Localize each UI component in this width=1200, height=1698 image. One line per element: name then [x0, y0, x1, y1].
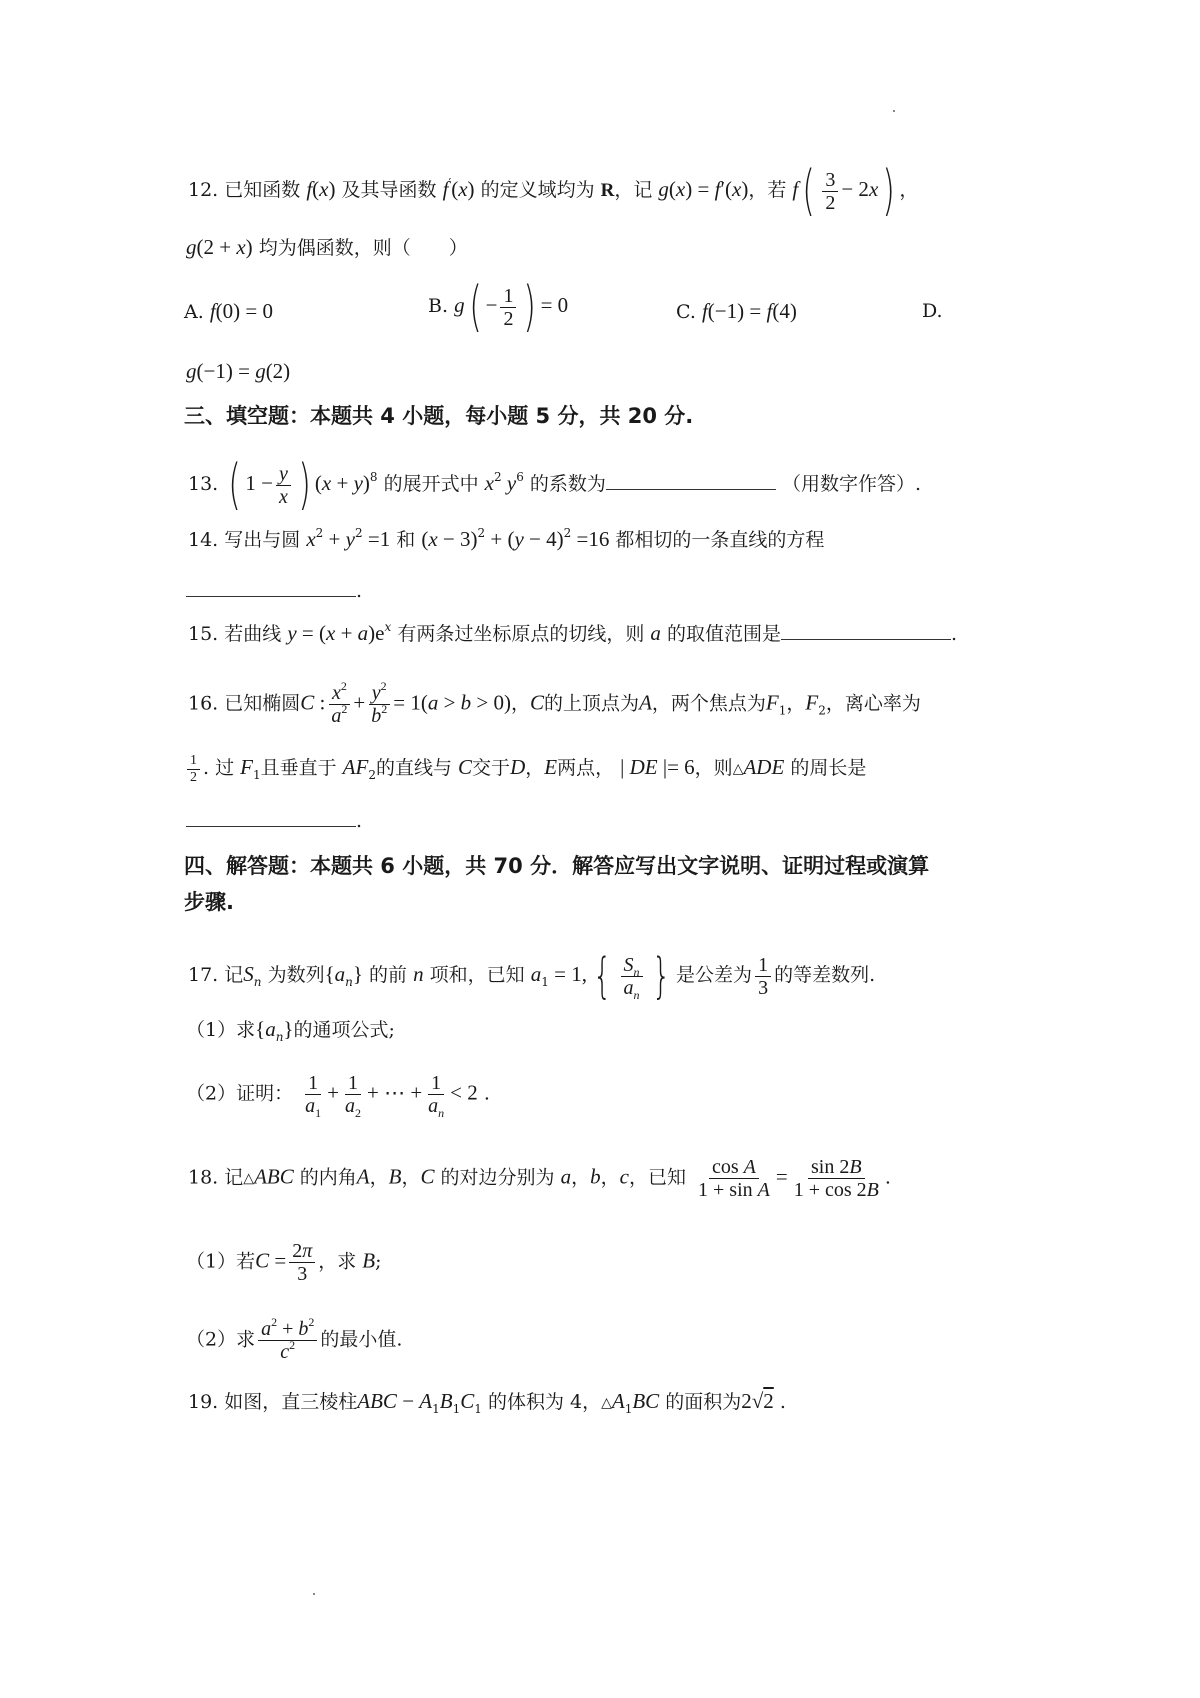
- math: = 0: [540, 293, 569, 317]
- q12-option-d-content: [186, 356, 290, 387]
- math: B: [439, 1389, 453, 1413]
- q15-text: 若曲线: [224, 623, 282, 645]
- math: a: [650, 621, 661, 645]
- math: f: [209, 299, 216, 323]
- q18-text: .: [884, 1166, 891, 1189]
- math: (2): [265, 359, 291, 383]
- math: =: [269, 1248, 287, 1273]
- math: y: [345, 527, 355, 551]
- q14-text: 都相切的一条直线的方程: [615, 529, 825, 551]
- q13-text: 的展开式中: [383, 473, 479, 495]
- q16-text: 两点，: [557, 757, 615, 779]
- q17-text: 记: [224, 964, 244, 986]
- q17-text: （2）证明：: [186, 1082, 294, 1105]
- q16-text: ，离心率为: [825, 692, 921, 715]
- math: ): [882, 159, 896, 222]
- q16-text: ，两个焦点为: [651, 692, 766, 715]
- math: −: [396, 1389, 420, 1413]
- math: E: [544, 755, 558, 779]
- math: (: [802, 159, 816, 222]
- q12-line1: 12. 已知函数 f(x) 及其导函数 f′(x) 的定义域均为 R，记 g(x) = f′(x)，若 f( $\frac{3}{2}$ − 2x) ，: [188, 159, 919, 222]
- math: 1 −: [245, 471, 273, 495]
- math: {: [324, 962, 335, 986]
- math: ): [362, 471, 370, 495]
- q16-text: 且垂直于: [260, 757, 337, 779]
- q17-text: 为数列: [267, 964, 325, 986]
- math: ): [523, 275, 537, 338]
- q12-text: R: [600, 180, 615, 201]
- math: AF: [342, 755, 369, 779]
- q12-option-d: [922, 296, 943, 326]
- math: y: [501, 471, 517, 495]
- q15-number: 15.: [188, 623, 219, 645]
- q18-text: ，: [401, 1166, 421, 1189]
- q18-text: 的内角: [299, 1166, 357, 1189]
- q14-line1: 14. 写出与圆 $x^2 + y^2 =1$ 和 $(x - 3)^2 + (y - 4)^2 =16$ 都相切的一条直线的方程: [188, 526, 825, 551]
- q16-line3: [186, 806, 362, 836]
- fraction: $\frac{y^2}{b^2}$: [368, 682, 390, 727]
- math: g: [186, 235, 197, 259]
- math: )e: [368, 621, 385, 645]
- option-label: B.: [428, 295, 449, 317]
- math: B: [362, 1248, 376, 1273]
- q16-text: ，则: [694, 757, 733, 779]
- q16-line1: 16. 已知椭圆C : $\frac{x^2}{a^2}$ + $\frac{y^2}{b^2}$ = 1(a > b > 0)，C的上顶点为A，两个焦点为$F_1$，$F_2$，离心率为: [188, 679, 921, 727]
- math: C: [458, 755, 473, 779]
- q18-text: （2）求: [186, 1328, 256, 1351]
- q17-part1: （1）求$\{a_n\}$的通项公式;: [186, 1017, 395, 1044]
- math: c: [619, 1164, 629, 1189]
- math: < 2: [450, 1080, 478, 1105]
- math: f: [306, 177, 313, 201]
- math: ): [298, 453, 311, 516]
- q13-number: 13.: [188, 473, 219, 495]
- q14-text: 和: [396, 529, 416, 551]
- math: = 1,: [548, 962, 587, 986]
- q16-text: . 过: [203, 757, 235, 779]
- math: x: [484, 471, 494, 495]
- q14-line2: [186, 576, 362, 606]
- math: |= 6: [657, 755, 695, 779]
- math: (: [228, 453, 242, 516]
- q12-text: 已知函数: [224, 179, 301, 201]
- q16-number: 16.: [188, 692, 219, 715]
- math: (4): [772, 299, 797, 323]
- math: ): [245, 235, 253, 259]
- math: C: [460, 1389, 475, 1413]
- q12-text: 均为偶函数，则（ ）: [258, 237, 468, 259]
- math: g: [658, 177, 669, 201]
- math: x: [732, 177, 742, 201]
- math: }: [651, 948, 670, 1004]
- math: F: [805, 690, 819, 715]
- math: y: [514, 527, 524, 551]
- q12-option-a: [184, 296, 273, 327]
- fraction: $\frac{1}{a_2}$: [344, 1072, 361, 1120]
- q12-text: ，记: [614, 179, 653, 201]
- math: + ⋯ +: [366, 1080, 423, 1105]
- math: D: [510, 755, 526, 779]
- math: x: [868, 177, 879, 201]
- math: x: [458, 177, 468, 201]
- fraction: $\frac{1}{a_n}$: [428, 1072, 445, 1120]
- q13-line: 13. ( 1 − $\frac{y}{x}$ ) $(x + y)^8$ 的展开式中 $x^2$ $y^6$ 的系数为 （用数字作答）.: [188, 453, 921, 516]
- math: (: [451, 177, 459, 201]
- math: ): [328, 177, 336, 201]
- q17-text: 的等差数列.: [774, 964, 876, 986]
- q15-text: 的取值范围是: [666, 623, 781, 645]
- scan-speck: [893, 110, 895, 112]
- answer-blank[interactable]: [781, 638, 951, 640]
- math: x: [428, 527, 438, 551]
- q18-line: [188, 1156, 891, 1201]
- math: ): [741, 177, 749, 201]
- math: f: [792, 177, 799, 201]
- math: a: [530, 962, 542, 986]
- q19-text: 如图，直三棱柱: [224, 1391, 358, 1413]
- math: {: [593, 948, 612, 1004]
- math: A: [639, 690, 652, 715]
- q18-text: ，求: [318, 1250, 357, 1273]
- q16-text: .: [356, 810, 363, 832]
- math: a: [357, 621, 369, 645]
- q18-part1: [186, 1240, 382, 1285]
- math: }: [352, 962, 363, 986]
- math: BC: [632, 1389, 660, 1413]
- math: (: [668, 177, 676, 201]
- q17-line: 17. 记$S_n$ 为数列$\{a_n\}$ 的前 n 项和，已知 $a_1 = 1$, { $\frac{S_n}{a_n}$ } 是公差为 $\frac{1}{3}$ 的等差数列.: [188, 948, 876, 1004]
- answer-blank[interactable]: [186, 825, 356, 827]
- math: x: [236, 235, 246, 259]
- math: ) =: [685, 177, 715, 201]
- q13-text: 的系数为: [529, 473, 606, 495]
- q17-part2: [186, 1072, 490, 1120]
- math: B: [388, 1164, 402, 1189]
- math: C: [300, 690, 315, 715]
- q14-text: .: [356, 580, 363, 602]
- math: (: [314, 471, 322, 495]
- answer-blank[interactable]: [186, 595, 356, 597]
- q12-option-c: [676, 296, 797, 327]
- q18-part2: [186, 1315, 403, 1363]
- math: ABC: [357, 1389, 397, 1413]
- q12-line2: [186, 232, 468, 263]
- q16-text: ，: [786, 692, 806, 715]
- fraction: $\frac{S_n}{a_n}$: [621, 954, 643, 999]
- fraction: $\frac{2\pi}{3}$: [289, 1240, 315, 1285]
- option-label: A.: [184, 301, 204, 323]
- q18-text: ，: [600, 1166, 620, 1189]
- q16-text: 的周长是: [790, 757, 867, 779]
- math: − 4): [523, 527, 564, 551]
- q16-text: 的直线与: [375, 757, 452, 779]
- q17-text: （1）求: [186, 1019, 256, 1041]
- q18-text: （1）若: [186, 1250, 256, 1273]
- math: =16: [571, 527, 610, 551]
- math: b: [460, 690, 472, 715]
- q16-text: 交于: [472, 757, 511, 779]
- math: (: [312, 177, 320, 201]
- math: (: [421, 527, 429, 551]
- q18-text: ，: [571, 1166, 591, 1189]
- q16-text: 的上顶点为: [544, 692, 640, 715]
- math: A: [611, 1389, 625, 1413]
- math: =1: [362, 527, 391, 551]
- q12-number: 12.: [188, 179, 219, 201]
- math: =: [775, 1164, 788, 1189]
- math: (2 +: [196, 235, 237, 259]
- q15-text: .: [950, 623, 957, 645]
- q19-text: .: [779, 1391, 786, 1413]
- math: A: [356, 1164, 370, 1189]
- math: a: [427, 690, 439, 715]
- q16-text: ，: [511, 692, 531, 715]
- math: DE: [629, 755, 658, 779]
- math: A: [419, 1389, 433, 1413]
- q18-text: 的最小值.: [320, 1328, 403, 1351]
- math: |: [620, 755, 630, 779]
- math: (: [468, 275, 482, 338]
- math: +: [323, 527, 346, 551]
- math: C: [420, 1164, 435, 1189]
- math: 2√2: [741, 1389, 774, 1413]
- fraction: $\frac{3}{2}$: [822, 169, 838, 214]
- math: y: [353, 471, 363, 495]
- fraction: $\frac{\sin 2B}{1 + \cos 2B}$: [793, 1156, 879, 1201]
- math: F: [240, 755, 253, 779]
- math: + (: [485, 527, 515, 551]
- math: f: [714, 177, 721, 201]
- math: }: [283, 1017, 294, 1041]
- math: S: [243, 962, 254, 986]
- math: +: [335, 621, 358, 645]
- fraction: $\frac{\text{cos A}}{\text{1 + sin A}}$: [698, 1156, 770, 1201]
- math: g: [454, 293, 465, 317]
- triangle-icon: △: [732, 761, 744, 777]
- math: x: [675, 177, 686, 201]
- fraction: $\frac{a^2 + b^2}{c^2}$: [258, 1318, 317, 1363]
- q19-text: 的面积为: [665, 1391, 742, 1413]
- math: − 3): [437, 527, 478, 551]
- math: F: [765, 690, 779, 715]
- q17-text: .: [483, 1082, 490, 1105]
- math: y: [287, 621, 297, 645]
- math: C: [530, 690, 545, 715]
- math: (−1) =: [707, 299, 767, 323]
- fraction: $\frac{y}{x}$: [276, 463, 291, 508]
- q14-number: 14.: [188, 529, 219, 551]
- math: x: [306, 527, 316, 551]
- fraction: $\frac{1}{a_1}$: [305, 1072, 322, 1120]
- math: f: [701, 299, 708, 323]
- math: n: [413, 962, 424, 986]
- triangle-icon: △: [601, 1395, 612, 1411]
- q16-line2: $\frac{1}{2}$ . 过 $F_1$且垂直于 $AF_2$的直线与 C交于D，E两点， | DE |= 6，则△ADE 的周长是: [184, 752, 866, 786]
- triangle-icon: △: [243, 1170, 255, 1187]
- math: = (: [296, 621, 326, 645]
- q19-line: 19. 如图，直三棱柱ABC − $A_1B_1C_1$ 的体积为 4，$\triangle A_1BC$ 的面积为2√2 .: [188, 1389, 786, 1416]
- section4-heading-line2: 步骤.: [184, 890, 234, 914]
- math: ′(: [720, 177, 733, 201]
- q18-text: 的对边分别为: [440, 1166, 555, 1189]
- q12-text: ，若: [748, 179, 787, 201]
- math: +: [353, 690, 366, 715]
- math: (0) = 0: [215, 299, 273, 323]
- math: a: [265, 1017, 276, 1041]
- q14-text: 写出与圆: [224, 529, 301, 551]
- section3-heading: 三、填空题：本题共 4 小题，每小题 5 分，共 20 分.: [184, 404, 694, 428]
- math: x: [319, 177, 329, 201]
- math: C: [255, 1248, 270, 1273]
- math: a: [560, 1164, 572, 1189]
- q17-text: 项和，已知: [429, 964, 525, 986]
- q16-text: ，: [525, 757, 545, 779]
- math: b: [590, 1164, 601, 1189]
- math: f: [766, 299, 773, 323]
- math: = 1(: [393, 690, 428, 715]
- section4-heading-line1: 四、解答题：本题共 6 小题，共 70 分．解答应写出文字说明、证明过程或演算: [184, 854, 930, 878]
- math: g: [186, 359, 197, 383]
- q18-text: 记: [224, 1166, 244, 1189]
- q17-text: 的前: [369, 964, 408, 986]
- math: >: [438, 690, 461, 715]
- q17-number: 17.: [188, 964, 219, 986]
- q12-option-b: [428, 275, 569, 338]
- q12-text: 及其导函数: [341, 179, 437, 201]
- fraction: $\frac{1}{2}$: [500, 285, 516, 330]
- q19-number: 19.: [188, 1391, 219, 1413]
- math: (−1) =: [196, 359, 256, 383]
- math: {: [255, 1017, 266, 1041]
- answer-blank[interactable]: [606, 488, 776, 490]
- math: :: [314, 690, 326, 715]
- q15-text: 有两条过坐标原点的切线，则: [397, 623, 645, 645]
- math: +: [327, 1080, 339, 1105]
- math: a: [334, 962, 346, 986]
- q18-text: ，: [369, 1166, 389, 1189]
- option-label: D.: [922, 300, 943, 322]
- option-label: C.: [676, 301, 696, 323]
- math: +: [331, 471, 354, 495]
- q17-text: 是公差为: [676, 964, 753, 986]
- q12-text: ，: [899, 179, 919, 201]
- fraction: $\frac{x^2}{a^2}$: [328, 682, 350, 727]
- math: −: [485, 293, 498, 317]
- math: > 0): [471, 690, 512, 715]
- math: ADE: [743, 755, 785, 779]
- q12-text: 的定义域均为: [480, 179, 595, 201]
- q13-text: （用数字作答）.: [781, 473, 921, 495]
- q18-number: 18.: [188, 1166, 219, 1189]
- math: − 2: [841, 177, 869, 201]
- q19-text: 的体积为 4，: [487, 1391, 602, 1413]
- math: f: [442, 177, 449, 201]
- q18-text: ，已知: [628, 1166, 686, 1189]
- q17-text: 的通项公式;: [293, 1019, 395, 1041]
- fraction: $\frac{1}{2}$: [187, 753, 200, 786]
- scan-speck: [313, 1593, 315, 1595]
- math: g: [255, 359, 266, 383]
- fraction: $\frac{1}{3}$: [755, 954, 771, 999]
- math: ABC: [254, 1164, 294, 1189]
- math: x: [321, 471, 332, 495]
- q16-text: 已知椭圆: [224, 692, 301, 715]
- q18-text: ;: [375, 1250, 382, 1273]
- math: ): [467, 177, 475, 201]
- math: x: [326, 621, 336, 645]
- q15-line: 15. 若曲线 $y = (x + a)e^x$ 有两条过坐标原点的切线，则 a 的取值范围是 .: [188, 620, 957, 645]
